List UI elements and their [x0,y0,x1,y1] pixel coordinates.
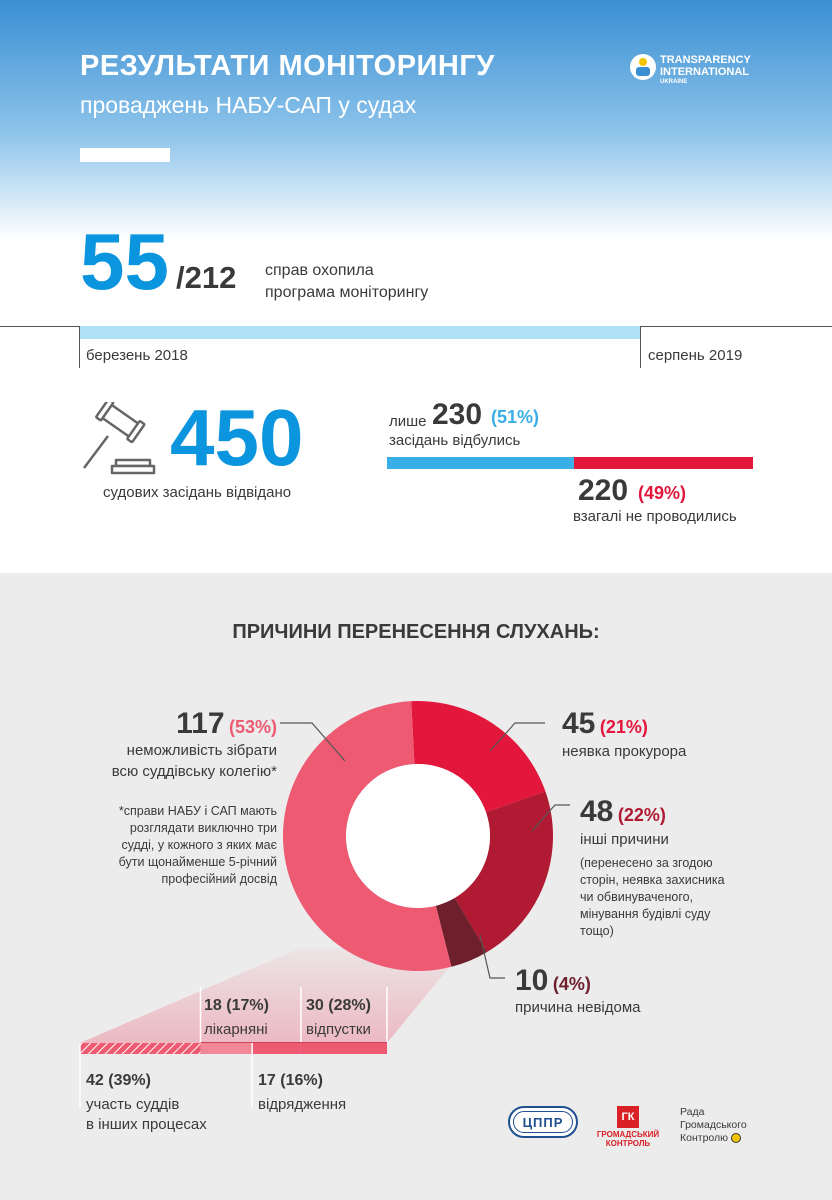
slice-117-footnote [119,803,277,888]
rada-logo [680,1106,760,1150]
breakdown-top-edge [201,1042,387,1043]
timeline-start-tick [79,326,80,368]
held-prefix: лише [389,413,427,430]
note48-line3: чи обвинуваченого, [580,890,694,904]
slice-48-label: інші причини [580,831,669,848]
slice-45-percent: (21%) [599,717,648,737]
sessions-split-bar [387,457,753,469]
gromadskyi-kontrol-logo [596,1106,660,1150]
slice-48-number: 48 [580,795,614,828]
cases-label [265,260,428,304]
cases-total-number: /212 [176,260,237,295]
footnote-line2: розглядати виключно три [129,821,277,835]
not-held-number: 220 [578,474,629,507]
gavel-icon [78,402,158,477]
held-bar-segment [387,457,574,469]
cppr-logo-text: ЦППР [513,1111,573,1133]
seg-42-label [86,1095,207,1135]
note48-line2: сторін, неявка захисника [580,873,725,887]
gk-logo-box: ГК [617,1106,639,1128]
cases-label-line2: програма моніторингу [265,284,429,301]
gk-logo-line2: КОНТРОЛЬ [605,1139,651,1148]
rada-logo-line1: Рада [680,1106,705,1118]
slice-10-label: причина невідома [515,999,641,1016]
rada-logo-line2: Громадського [680,1119,747,1131]
sessions-attended-label: судових засідань відвідано [103,484,292,501]
slice-117-percent: (53%) [228,717,277,737]
cppr-logo [508,1106,578,1138]
footnote-line5: професійний досвід [161,872,277,886]
sessions-attended-number: 450 [170,393,304,482]
footnote-line3: судді, у кожного з яких має [121,838,277,852]
ti-logo-line2: INTERNATIONAL [660,66,750,78]
not-held-label: взагалі не проводились [573,508,737,525]
breakdown-segment-42 [80,1043,201,1054]
slice-117-value [176,707,277,741]
not-held-bar-segment [574,457,753,469]
magnifier-icon [731,1133,741,1143]
donut-chart [283,701,553,971]
transparency-international-logo [628,52,758,88]
seg-17-value: 17 (16%) [258,1072,323,1089]
note48-line4: мінування будівлі суду [580,907,711,921]
breakdown-segment-18 [201,1043,253,1054]
slice-48-percent: (22%) [617,805,666,825]
footnote-line4: бути щонайменше 5-річний [118,855,277,869]
ti-emblem-icon [630,54,656,80]
seg-18-value: 18 (17%) [204,997,269,1014]
breakdown-segment-17 [252,1043,301,1054]
slice-45-number: 45 [562,707,596,740]
donut-hole [346,764,490,908]
slice-117-label [112,740,277,782]
timeline-start-date: березень 2018 [86,347,188,364]
seg-18-label: лікарняні [204,1021,268,1038]
cases-label-line1: справ охопила [265,262,374,279]
held-label: засідань відбулись [389,432,521,449]
slice-10-percent: (4%) [552,974,591,994]
gk-logo-line1: ГРОМАДСЬКИЙ [596,1130,660,1139]
slice-48-note [580,855,725,940]
page-title: РЕЗУЛЬТАТИ МОНІТОРИНГУ [80,50,495,82]
note48-line1: (перенесено за згодою [580,856,713,870]
title-underline [80,148,170,162]
footnote-line1: *справи НАБУ і САП мають [118,804,277,818]
slice-48-value [580,795,666,829]
seg-42-label-line1: участь суддів [86,1096,180,1113]
breakdown-segment-30 [301,1043,387,1054]
page-subtitle: проваджень НАБУ-САП у судах [80,92,417,118]
held-number: 230 [432,398,483,431]
header-background [0,0,832,240]
ti-logo-line1: TRANSPARENCY [660,54,751,66]
seg-30-label: відпустки [306,1021,371,1038]
seg-42-value: 42 (39%) [86,1072,151,1089]
timeline-end-tick [640,326,641,368]
slice-10-value [515,964,591,998]
timeline-period-bar [80,326,640,339]
slice-117-number: 117 [176,707,225,740]
note48-line5: тощо) [580,924,614,938]
cases-covered-number: 55 [80,217,169,306]
slice-45-label: неявка прокурора [562,743,687,760]
seg-30-value: 30 (28%) [306,997,371,1014]
slice-117-label-line1: неможливість зібрати [126,742,277,759]
not-held-percent: (49%) [638,483,687,503]
seg-42-label-line2: в інших процесах [86,1116,207,1133]
rada-logo-line3: Контролю [680,1132,729,1144]
held-percent: (51%) [491,407,540,427]
slice-10-number: 10 [515,964,549,997]
timeline-end-date: серпень 2019 [648,347,743,364]
reasons-title: ПРИЧИНИ ПЕРЕНЕСЕННЯ СЛУХАНЬ: [232,621,600,643]
seg-17-label: відрядження [258,1096,347,1113]
ti-logo-line3: UKRAINE [660,79,688,85]
slice-45-value [562,707,648,741]
slice-117-label-line2: всю суддівську колегію* [111,763,277,780]
